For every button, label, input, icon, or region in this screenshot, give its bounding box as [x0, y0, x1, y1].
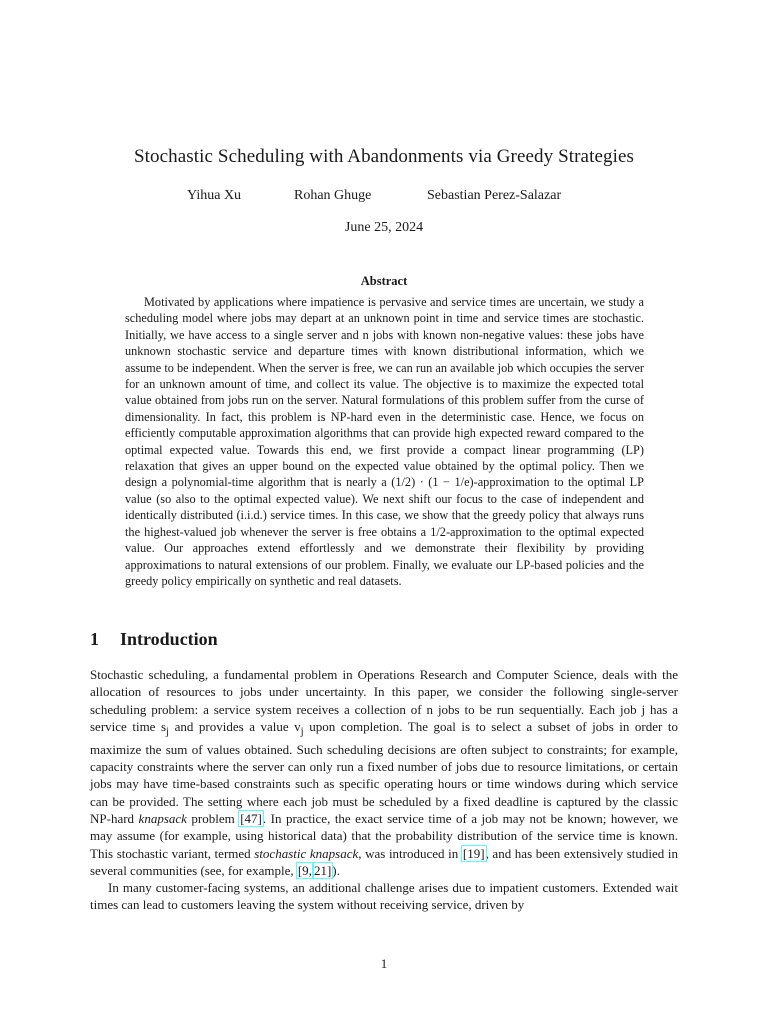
paper-title: Stochastic Scheduling with Abandonments via Greedy Strategies — [133, 146, 634, 167]
abstract-text: Motivated by applications where impatience is pervasive and service times are uncertain, we study a scheduling model where jobs may depart at an unknown point in time and service times are stochastic. Initially, we have access to a single server and n jobs with known non-negative values: these jobs have unknown stochastic service and departure times with known distributional information, which we assume to be independent. When the server is free, we can run an available job which occupies the server for an unknown amount of time, and collect its value. The objective is to maximize the expected total value obtained from jobs run on the server. Natural formulations of this problem suffer from the curse of dimensionality. In fact, this problem is NP-hard even in the deterministic case. Hence, we focus on efficiently computable approximation algorithms that can provide high expected reward compared to the optimal expected value. Towards this end, we first provide a compact linear programming (LP) relaxation that gives an upper bound on the expected value obtained by the optimal policy. Then we design a polynomial-time algorithm that is nearly a (1/2) · (1 − 1/e)-approximation to the optimal LP value (so also to the optimal expected value). We next shift our focus to the case of independent and identically distributed (i.i.d.) service times. In this case, we show that the greedy policy that always runs the highest-valued job whenever the server is free obtains a 1/2-approximation to the optimal expected value. Our approaches extend effortlessly and we demonstrate their flexibility by providing approximations to natural extensions of our problem. Finally, we evaluate our LP-based policies and the greedy policy empirically on synthetic and real datasets. — [125, 295, 644, 588]
section-heading — [90, 629, 218, 650]
text-run: problem — [186, 810, 240, 826]
text-run: ). — [332, 862, 340, 878]
emphasis: knapsack — [138, 810, 187, 826]
author-name: Rohan Ghuge — [294, 188, 372, 203]
page-number: 1 — [380, 956, 388, 971]
section-number: 1 — [90, 629, 99, 649]
citation-link[interactable]: [47] — [240, 810, 262, 826]
text-run: . In practice, the exact service time of a job may not be known; however, we may assume (for example, using historical data) that the probability distribution of the service time is known. This stochastic variant, termed — [90, 810, 678, 861]
author-name: Sebastian Perez-Salazar — [427, 188, 562, 203]
paragraph — [90, 666, 678, 879]
text-run: Stochastic scheduling, a fundamental problem in Operations Research and Computer Science, deals with the allocation of resources to jobs under uncertainty. In this paper, we consider the following single-server scheduling problem: a service system receives a collection of n jobs to be run sequentially. Each job j has a service time s — [90, 667, 678, 734]
citation-link[interactable]: 21] — [313, 862, 332, 878]
emphasis: stochastic knapsack — [254, 845, 359, 861]
author-name: Yihua Xu — [187, 188, 242, 203]
author-list — [0, 188, 768, 208]
subscript: j — [166, 725, 170, 738]
citation-link[interactable]: [9, — [297, 862, 312, 878]
citation-link[interactable]: [19] — [462, 845, 485, 861]
subscript: j — [300, 725, 304, 738]
publication-date: June 25, 2024 — [344, 220, 424, 235]
text-run: , and has been extensively studied in several communities (see, for example, — [90, 845, 679, 878]
introduction-body — [90, 666, 678, 914]
paragraph: In many customer-facing systems, an additional challenge arises due to impatient customers. Extended wait times can lead to customers leaving the system without receiving service, driven by — [90, 880, 678, 913]
text-run: and provides a value v — [169, 718, 301, 734]
abstract-heading: Abstract — [360, 274, 408, 288]
section-title: Introduction — [120, 629, 218, 649]
text-run: , was introduced in — [358, 845, 462, 861]
text-run: upon completion. The goal is to select a subset of jobs in order to maximize the sum of values obtained. Such scheduling decisions are often subject to constraints; for example, capacity constraints where the server can only run a fixed number of jobs due to resource limitations, or certain jobs may have time-based constraints such as specific operating hours or time windows during which service can be provided. The setting where each job must be scheduled by a fixed deadline is captured by the classic NP-hard — [90, 718, 678, 826]
